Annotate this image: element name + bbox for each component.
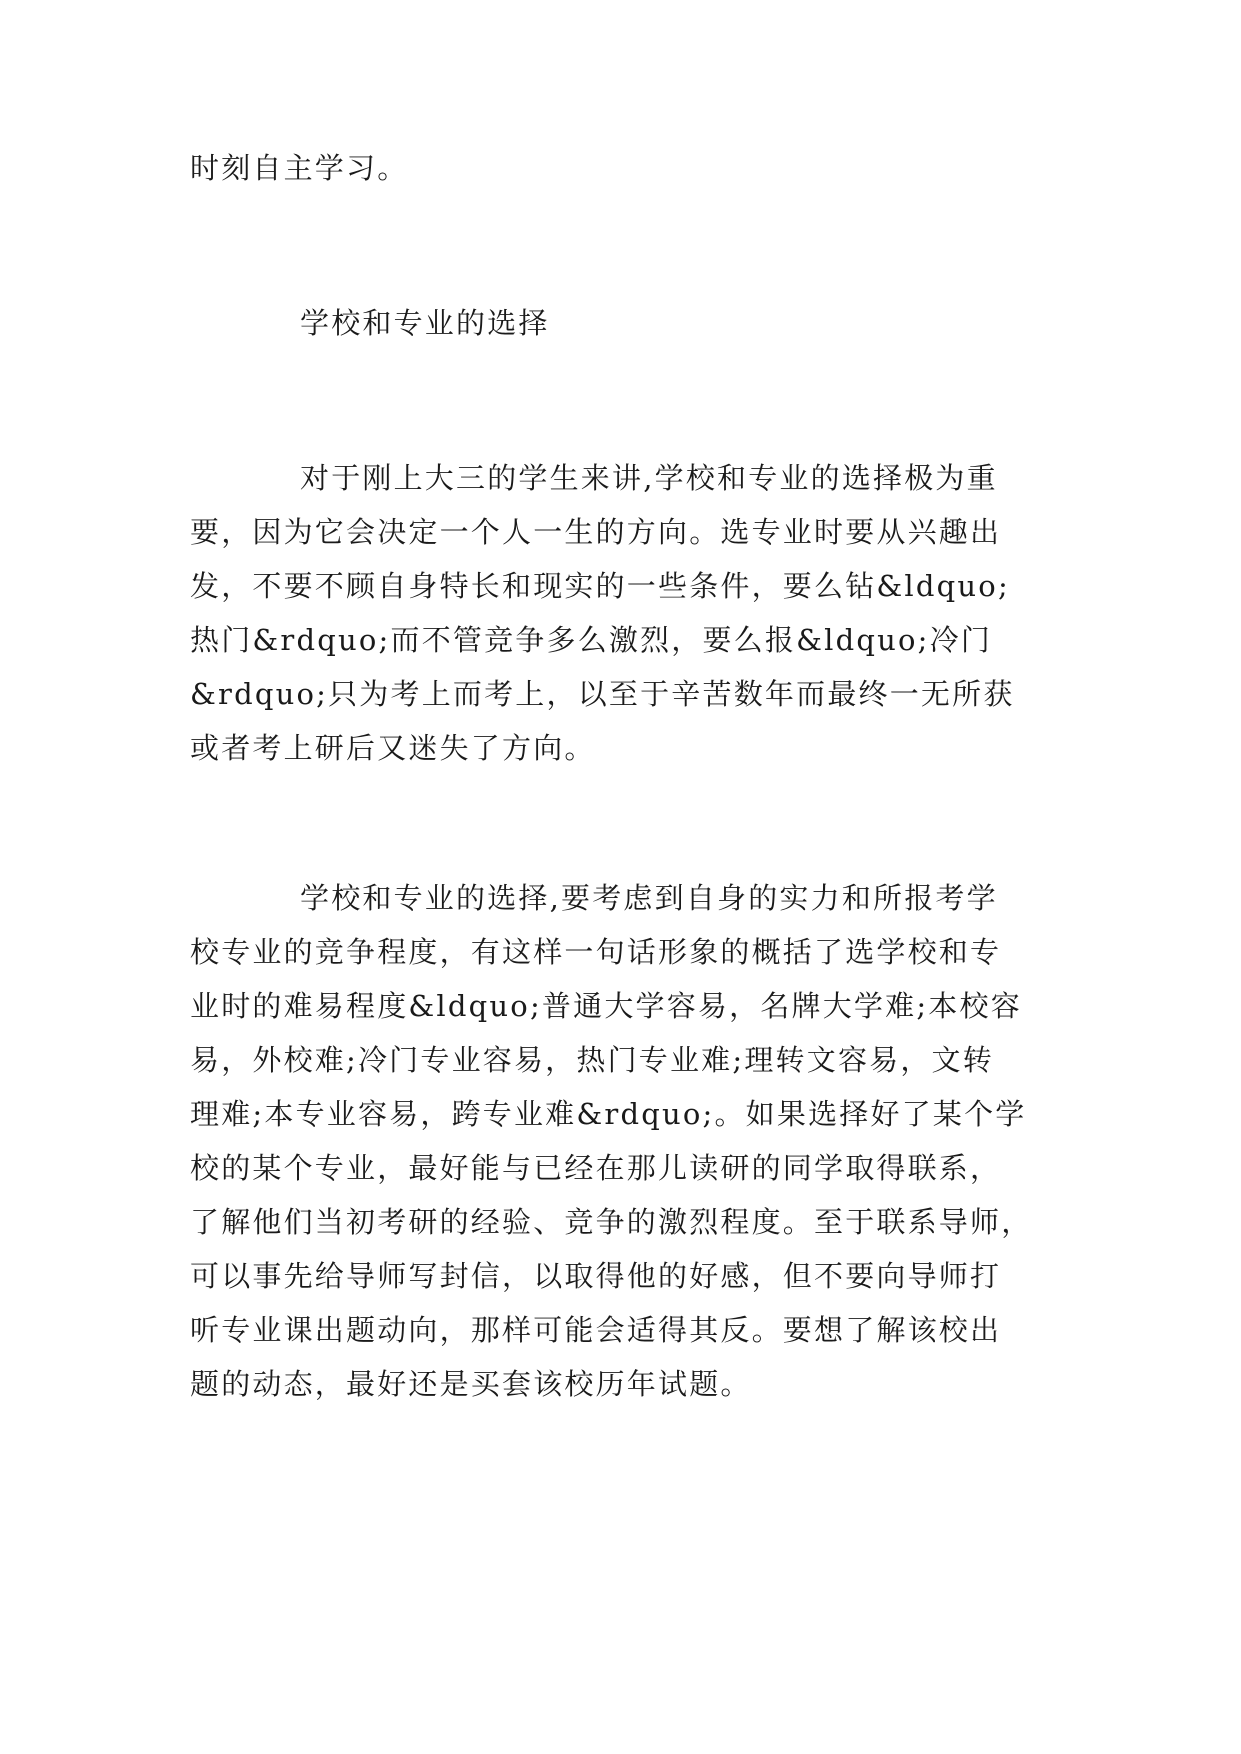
section-heading: 学校和专业的选择	[300, 306, 550, 340]
paragraph-line: 发，不要不顾自身特长和现实的一些条件，要么钻&ldquo;	[190, 569, 1010, 603]
paragraph-line: 热门&rdquo;而不管竞争多么激烈，要么报&ldquo;冷门	[190, 623, 993, 657]
paragraph-line: 理难;本专业容易，跨专业难&rdquo;。如果选择好了某个学	[190, 1097, 1027, 1131]
paragraph-line: 校的某个专业，最好能与已经在那儿读研的同学取得联系，	[190, 1151, 1002, 1185]
paragraph-line: 对于刚上大三的学生来讲,学校和专业的选择极为重	[300, 461, 998, 495]
paragraph-line: 易，外校难;冷门专业容易，热门专业难;理转文容易，文转	[190, 1043, 994, 1077]
paragraph-line: 要，因为它会决定一个人一生的方向。选专业时要从兴趣出	[190, 515, 1002, 549]
paragraph-line: 了解他们当初考研的经验、竞争的激烈程度。至于联系导师，	[190, 1205, 1033, 1239]
paragraph-line: 学校和专业的选择,要考虑到自身的实力和所报考学	[300, 881, 998, 915]
fragment-line: 时刻自主学习。	[190, 151, 409, 185]
paragraph-line: 校专业的竞争程度，有这样一句话形象的概括了选学校和专	[190, 935, 1002, 969]
paragraph-line: 或者考上研后又迷失了方向。	[190, 731, 596, 765]
paragraph-line: 听专业课出题动向，那样可能会适得其反。要想了解该校出	[190, 1313, 1002, 1347]
paragraph-line: &rdquo;只为考上而考上，以至于辛苦数年而最终一无所获	[190, 677, 1015, 711]
paragraph-line: 可以事先给导师写封信，以取得他的好感，但不要向导师打	[190, 1259, 1002, 1293]
paragraph-line: 业时的难易程度&ldquo;普通大学容易，名牌大学难;本校容	[190, 989, 1022, 1023]
paragraph-line: 题的动态，最好还是买套该校历年试题。	[190, 1367, 752, 1401]
